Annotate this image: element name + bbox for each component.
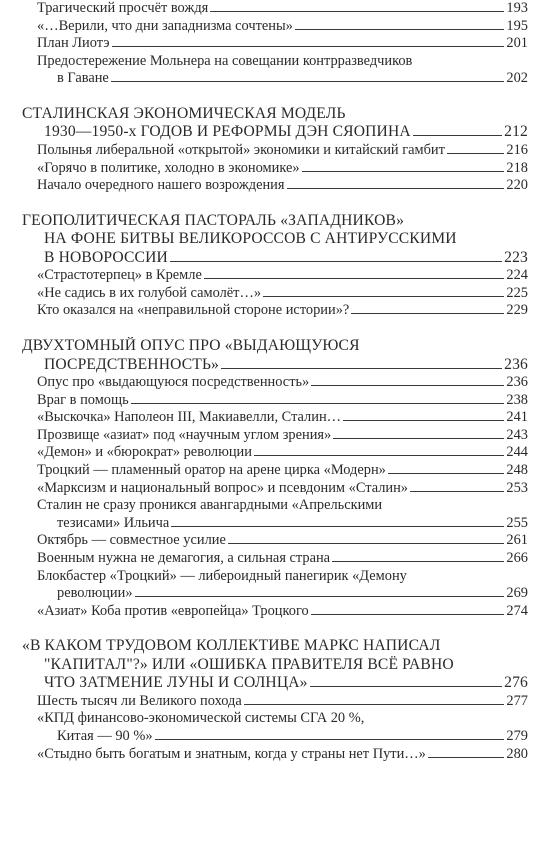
toc-entry — [22, 497, 528, 515]
toc-entry — [22, 444, 528, 462]
toc-chapter-line — [22, 674, 528, 693]
leader-line — [210, 11, 504, 12]
toc-chapter-line — [22, 356, 528, 375]
toc-entry — [22, 693, 528, 711]
chapter-title: ЧТО ЗАТМЕНИЕ ЛУНЫ И СОЛНЦА» — [44, 674, 308, 692]
chapter-title: В НОВОРОССИИ — [44, 248, 168, 266]
entry-title: «Марксизм и национальный вопрос» и псевдоним «Сталин» — [37, 479, 408, 496]
leader-line — [171, 526, 504, 527]
leader-line — [351, 313, 504, 314]
toc-entry — [22, 302, 528, 320]
section-gap — [22, 88, 528, 105]
page-number: 212 — [504, 123, 528, 141]
toc-entry — [22, 480, 528, 498]
toc-entry — [22, 568, 528, 586]
toc-entry — [22, 285, 528, 303]
entry-title: «КПД финансово-экономической системы СГА 20 %, — [37, 710, 365, 727]
page-number: 274 — [506, 602, 528, 619]
leader-line — [311, 614, 505, 615]
leader-line — [170, 261, 502, 262]
leader-line — [302, 171, 505, 172]
page-number: 229 — [506, 302, 528, 319]
chapter-title: «В КАКОМ ТРУДОВОМ КОЛЛЕКТИВЕ МАРКС НАПИСАЛ — [22, 637, 441, 655]
entry-title: Начало очередного нашего возрождения — [37, 177, 285, 194]
toc-entry — [22, 53, 528, 71]
toc-entry — [22, 18, 528, 36]
toc-entry — [22, 409, 528, 427]
section-gap — [22, 320, 528, 337]
page-number: 276 — [504, 674, 528, 692]
chapter-title: СТАЛИНСКАЯ ЭКОНОМИЧЕСКАЯ МОДЕЛЬ — [22, 104, 346, 122]
toc-chapter-line — [22, 637, 528, 656]
page-number: 244 — [506, 444, 528, 461]
leader-line — [244, 704, 505, 705]
toc-entry — [22, 160, 528, 178]
page-number: 238 — [506, 391, 528, 408]
entry-title: Военным нужна не демагогия, а сильная страна — [37, 549, 331, 566]
toc-chapter-line — [22, 105, 528, 124]
leader-line — [254, 455, 504, 456]
leader-line — [447, 153, 505, 154]
toc-chapter-line — [22, 230, 528, 249]
page-number: 223 — [504, 248, 528, 266]
toc-entry — [22, 374, 528, 392]
page-number: 236 — [506, 374, 528, 391]
page-number: 248 — [506, 462, 528, 478]
entry-title: революции» — [57, 585, 133, 602]
page-number: 195 — [506, 17, 528, 34]
toc-entry — [22, 70, 528, 88]
leader-line — [410, 491, 504, 492]
leader-line — [228, 543, 505, 544]
leader-line — [221, 368, 502, 369]
leader-line — [413, 135, 502, 136]
toc-chapter-line — [22, 123, 528, 142]
leader-line — [343, 420, 504, 421]
toc-entry — [22, 515, 528, 533]
entry-title: «Стыдно быть богатым и знатным, когда у страны нет Пути…» — [37, 745, 426, 762]
page-number: 266 — [506, 549, 528, 566]
entry-title: Октябрь — совместное усилие — [37, 532, 226, 549]
toc-entry — [22, 746, 528, 764]
page-number: 218 — [506, 159, 528, 176]
chapter-title: ДВУХТОМНЫЙ ОПУС ПРО «ВЫДАЮЩУЮСЯ — [22, 337, 360, 355]
page-number: 277 — [506, 692, 528, 709]
toc-entry — [22, 35, 528, 53]
leader-line — [332, 561, 504, 562]
leader-line — [155, 739, 505, 740]
entry-title: Полынья либеральной «открытой» экономики и китайский гамбит — [37, 141, 445, 158]
page-number: 216 — [506, 141, 528, 158]
toc-entry — [22, 585, 528, 603]
entry-title: План Лиотэ — [37, 35, 110, 52]
page-number: 201 — [506, 35, 528, 52]
page-number: 269 — [506, 585, 528, 602]
chapter-title: НА ФОНЕ БИТВЫ ВЕЛИКОРОССОВ С АНТИРУССКИМИ — [44, 230, 457, 248]
entry-title: Шесть тысяч ли Великого похода — [37, 692, 242, 709]
entry-title: «Не садись в их голубой самолёт…» — [37, 284, 262, 301]
entry-title: Китая — 90 %» — [57, 728, 153, 745]
entry-title: «Демон» и «бюрократ» революции — [37, 444, 252, 461]
entry-title: Троцкий — пламенный оратор на арене цирка «Модерн» — [37, 462, 386, 478]
chapter-title: ГЕОПОЛИТИЧЕСКАЯ ПАСТОРАЛЬ «ЗАПАДНИКОВ» — [22, 211, 405, 229]
toc-chapter-line — [22, 337, 528, 356]
toc-entry — [22, 603, 528, 621]
leader-line — [388, 473, 505, 474]
page-number: 279 — [506, 728, 528, 745]
entry-title: «Страстотерпец» в Кремле — [37, 267, 202, 284]
toc-chapter-line — [22, 212, 528, 231]
toc-chapter-line — [22, 249, 528, 268]
section-gap — [22, 195, 528, 212]
entry-title: Предостережение Мольнера на совещании контрразведчиков — [37, 52, 413, 69]
entry-title: «Выскочка» Наполеон III, Макиавелли, Сталин… — [37, 409, 342, 426]
leader-line — [287, 188, 505, 189]
toc-entry — [22, 392, 528, 410]
page-number: 202 — [506, 70, 528, 87]
page-number: 261 — [506, 532, 528, 549]
leader-line — [333, 438, 504, 439]
toc-entry — [22, 177, 528, 195]
leader-line — [204, 278, 505, 279]
leader-line — [112, 46, 505, 47]
leader-line — [295, 29, 505, 30]
page-number: 224 — [506, 267, 528, 284]
toc-chapter-line — [22, 656, 528, 675]
entry-title: «Азиат» Коба против «европейца» Троцкого — [37, 602, 309, 619]
page-number: 243 — [506, 426, 528, 443]
entry-title: «…Верили, что дни западнизма сочтены» — [37, 17, 293, 34]
page-number: 241 — [506, 409, 528, 426]
toc-entry — [22, 710, 528, 728]
toc-entry — [22, 462, 528, 480]
toc-entry — [22, 142, 528, 160]
leader-line — [135, 596, 505, 597]
entry-title: Трагический просчёт вождя — [37, 0, 209, 16]
toc-entry — [22, 267, 528, 285]
section-gap — [22, 620, 528, 637]
toc-entry — [22, 532, 528, 550]
leader-line — [310, 686, 503, 687]
entry-title: Сталин не сразу проникся авангардными «Апрельскими — [37, 497, 383, 514]
entry-title: Блокбастер «Троцкий» — либероидный панегирик «Демону — [37, 567, 407, 584]
entry-title: Враг в помощь — [37, 391, 129, 408]
chapter-title: 1930—1950-х ГОДОВ И РЕФОРМЫ ДЭН СЯОПИНА — [44, 123, 411, 141]
toc-entry — [22, 0, 528, 18]
toc-entry — [22, 550, 528, 568]
toc-entry — [22, 728, 528, 746]
entry-title: «Горячо в политике, холодно в экономике» — [37, 159, 300, 176]
page-number: 220 — [506, 177, 528, 194]
leader-line — [111, 81, 505, 82]
leader-line — [311, 385, 504, 386]
entry-title: в Гаване — [57, 70, 109, 87]
leader-line — [131, 403, 505, 404]
leader-line — [428, 757, 505, 758]
chapter-title: "КАПИТАЛ"?» ИЛИ «ОШИБКА ПРАВИТЕЛЯ ВСЁ РАВНО — [44, 655, 454, 673]
entry-title: тезисами» Ильича — [57, 514, 170, 531]
leader-line — [263, 296, 504, 297]
entry-title: Прозвище «азиат» под «научным углом зрения» — [37, 426, 332, 443]
page-number: 236 — [504, 355, 528, 373]
toc-entry — [22, 427, 528, 445]
page-number: 255 — [506, 514, 528, 531]
entry-title: Опус про «выдающуюся посредственность» — [37, 374, 310, 391]
page-number: 193 — [506, 0, 528, 16]
page-number: 253 — [506, 479, 528, 496]
page-number: 225 — [506, 284, 528, 301]
page-number: 280 — [506, 745, 528, 762]
entry-title: Кто оказался на «неправильной стороне истории»? — [37, 302, 350, 319]
chapter-title: ПОСРЕДСТВЕННОСТЬ» — [44, 355, 220, 373]
